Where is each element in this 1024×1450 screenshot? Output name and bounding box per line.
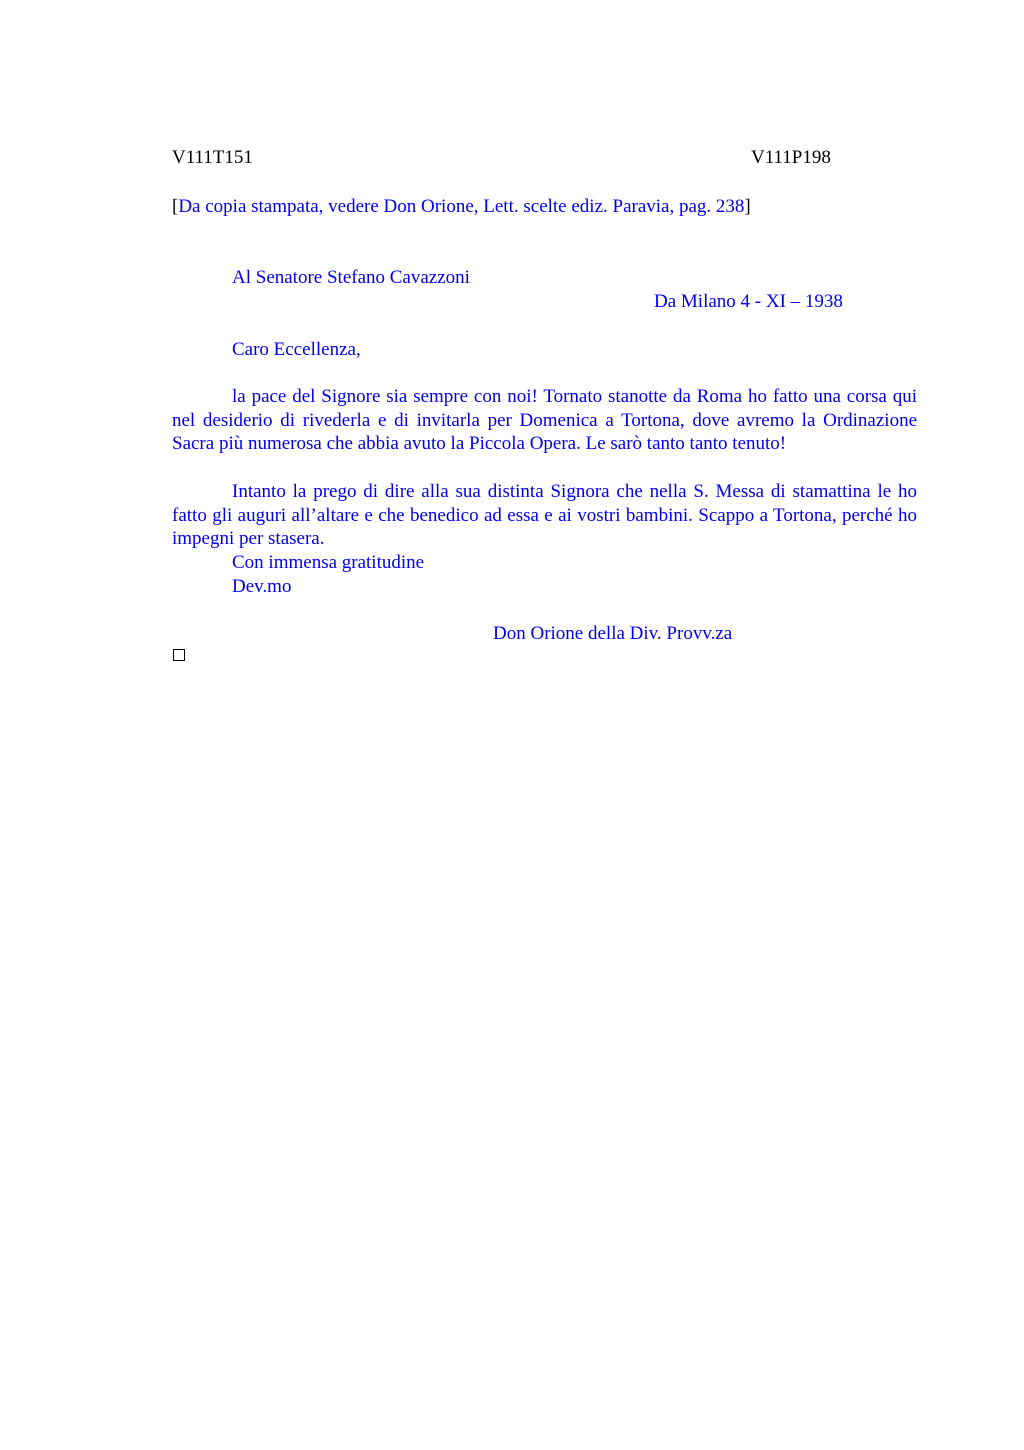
letter-paragraph-1: la pace del Signore sia sempre con noi! Tornato stanotte da Roma ho fatto una corsa qui nel desiderio di rivederla e di invitarla per Domenica a Tortona, dove avremo la Ordinazione Sacra più numerosa che abbia avuto la Piccola Opera. Le sarò tanto tanto tenuto! (172, 386, 917, 455)
letter-paragraph-2: Intanto la prego di dire alla sua distinta Signora che nella S. Messa di stamattina le ho fatto gli auguri all’altare e che benedico ad essa e ai vostri bambini. Scappo a Tortona, perché ho impegni per stasera. (172, 481, 917, 550)
empty-checkbox-icon (173, 649, 185, 661)
source-note-close-bracket: ] (744, 196, 751, 217)
salutation: Caro Eccellenza, (232, 339, 361, 360)
source-note (172, 195, 751, 219)
addressee: Al Senatore Stefano Cavazzoni (232, 267, 470, 288)
document-code-right: V111P198 (751, 147, 831, 168)
closing-devoted: Dev.mo (232, 576, 292, 597)
source-note-text: Da copia stampata, vedere Don Orione, Lett. scelte ediz. Paravia, pag. 238 (178, 196, 745, 217)
place-date: Da Milano 4 - XI – 1938 (654, 291, 843, 312)
closing-gratitude: Con immensa gratitudine (232, 552, 425, 573)
document-code-left: V111T151 (172, 147, 253, 168)
signature: Don Orione della Div. Provv.za (493, 623, 733, 644)
source-note-open-bracket: [ (172, 196, 179, 217)
